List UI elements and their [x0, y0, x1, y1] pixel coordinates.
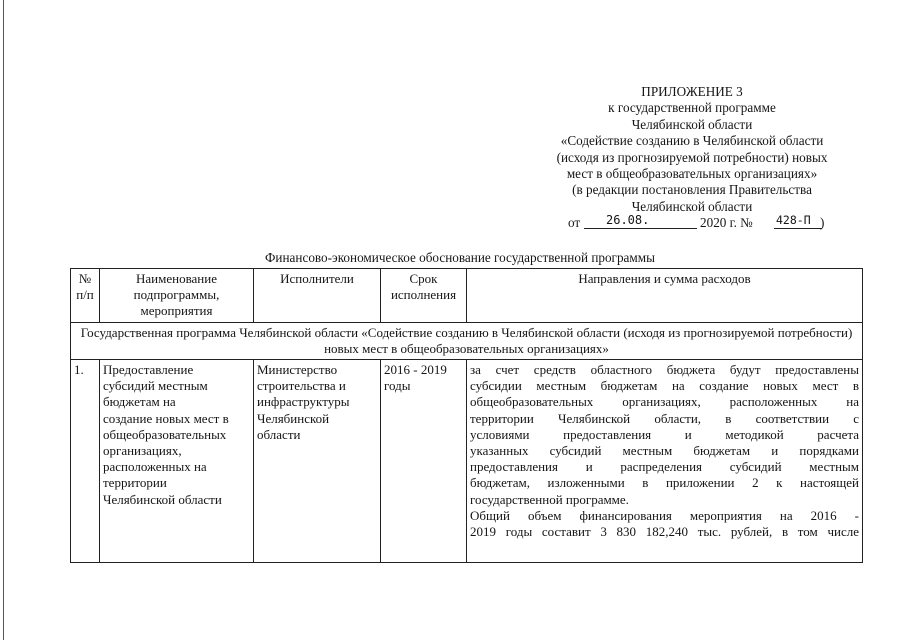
name-line: территории [103, 475, 167, 491]
name-line: расположенных на [103, 459, 207, 475]
directions-line: предоставления и распределения субсидий местным [470, 459, 859, 475]
row-num: 1. [71, 360, 100, 563]
appendix-line: ПРИЛОЖЕНИЕ 3 [641, 84, 743, 99]
program-row [71, 322, 863, 359]
directions-line: условиями предоставления и методикой расчета [470, 426, 859, 442]
table-row [71, 360, 863, 563]
appendix-line: Челябинской области [631, 116, 753, 132]
appendix-line: к государственной программе [608, 100, 776, 116]
resolution-date-line [520, 215, 864, 232]
name-line: бюджетам на [103, 394, 176, 410]
financial-table [70, 268, 863, 563]
executor-line: Челябинской [257, 410, 330, 426]
resolution-date: 26.08. [606, 213, 650, 228]
directions-line: общеобразовательных организациях, расположенных на [470, 394, 859, 410]
table-header-row [71, 269, 863, 323]
directions-line: государственной программе. [470, 491, 629, 507]
header-num: № п/п [71, 269, 100, 323]
row-executor [254, 360, 381, 563]
document-title: Финансово-экономическое обоснование государственной программы [265, 250, 655, 265]
row-name [100, 360, 254, 563]
resolution-number: 428-П [776, 213, 811, 228]
name-line: Челябинской области [103, 491, 222, 507]
appendix-line: (исходя из прогнозируемой потребности) новых [556, 149, 828, 165]
year-label: 2020 г. № [700, 215, 753, 231]
appendix-line: (в редакции постановления Правительства [572, 182, 812, 198]
directions-line: 2019 годы составит 3 830 182,240 тыс. рублей, в том числе [470, 524, 859, 540]
term-line: годы [384, 378, 411, 394]
directions-line: Общий объем финансирования мероприятия на 2016 - [470, 507, 859, 523]
name-line: Предоставление [103, 362, 194, 378]
row-directions [467, 360, 863, 563]
page-edge-rule [3, 0, 4, 640]
header-executor: Исполнители [254, 269, 381, 323]
executor-line: строительства и [257, 378, 346, 394]
header-term: Срок исполнения [381, 269, 467, 323]
term-line: 2016 - 2019 [384, 362, 447, 378]
directions-line: за счет средств областного бюджета будут предоставлены [470, 362, 859, 378]
directions-line: территории Челябинской области, в соответствии с [470, 410, 859, 426]
appendix-line: «Содействие созданию в Челябинской области [560, 133, 824, 149]
row-term [381, 360, 467, 563]
directions-line: указанных субсидий местным бюджетам и порядками [470, 443, 859, 459]
name-line: субсидий местным [103, 378, 208, 394]
name-line: создание новых мест в [103, 410, 229, 426]
directions-line: субсидии местным бюджетам на создание новых мест в [470, 378, 859, 394]
name-line: общеобразовательных [103, 426, 227, 442]
executor-line: инфраструктуры [257, 394, 350, 410]
program-title: Государственная программа Челябинской области «Содействие созданию в Челябинской области (исходя из прогнозируемой потребности) новых мест в общеобразовательных организациях» [71, 322, 863, 359]
closing-paren: ) [820, 215, 825, 231]
appendix-header [520, 84, 864, 232]
header-name: Наименование подпрограммы, мероприятия [100, 269, 254, 323]
appendix-line: мест в общеобразовательных организациях» [566, 166, 818, 182]
header-directions: Направления и сумма расходов [467, 269, 863, 323]
appendix-line: Челябинской области [631, 198, 753, 214]
executor-line: Министерство [257, 362, 338, 378]
from-label: от [568, 215, 581, 231]
directions-line: бюджетам, изложенными в приложении 2 к настоящей [470, 475, 859, 491]
name-line: организациях, [103, 443, 182, 459]
executor-line: области [257, 426, 301, 442]
